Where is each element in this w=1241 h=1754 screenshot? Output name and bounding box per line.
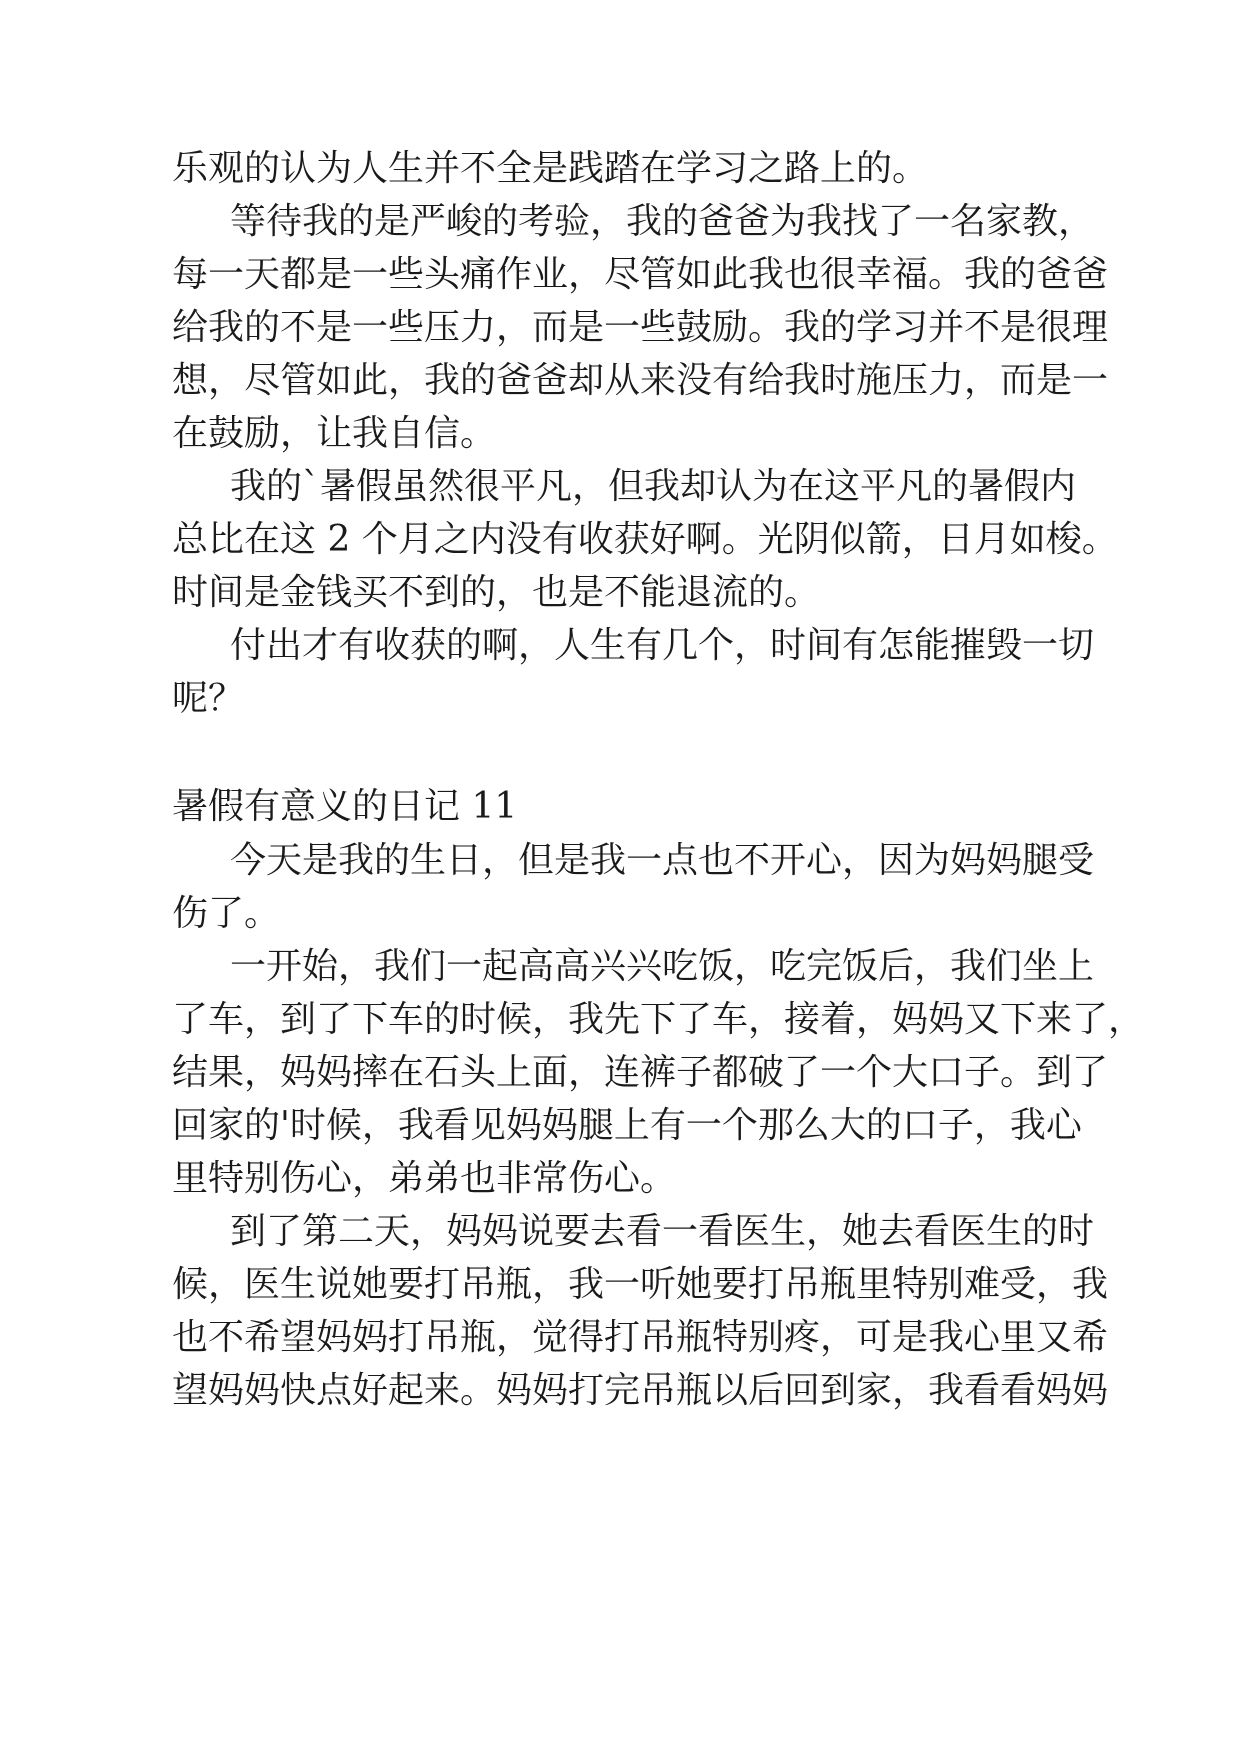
paragraph-2-line-1: 等待我的是严峻的考验，我的爸爸为我找了一名家教，: [230, 201, 1095, 242]
paragraph-7-line-1: 到了第二天，妈妈说要去看一看医生，她去看医生的时: [230, 1211, 1095, 1252]
section-title: 暑假有意义的日记 11: [172, 786, 518, 827]
paragraph-7-line-4: 望妈妈快点好起来。妈妈打完吊瓶以后回到家，我看看妈妈: [172, 1370, 1109, 1411]
paragraph-1-line-1: 乐观的认为人生并不全是践踏在学习之路上的。: [172, 148, 929, 189]
paragraph-6-line-2: 了车，到了下车的时候，我先下了车，接着，妈妈又下来了，: [172, 999, 1145, 1040]
paragraph-6-line-4: 回家的'时候，我看见妈妈腿上有一个那么大的口子，我心: [172, 1105, 1082, 1146]
paragraph-7-line-3: 也不希望妈妈打吊瓶，觉得打吊瓶特别疼，可是我心里又希: [172, 1317, 1109, 1358]
paragraph-3-line-2: 总比在这 2 个月之内没有收获好啊。光阴似箭，日月如梭。: [172, 519, 1118, 560]
paragraph-2-line-3: 给我的不是一些压力，而是一些鼓励。我的学习并不是很理: [172, 307, 1109, 348]
paragraph-5-line-2: 伤了。: [172, 893, 281, 934]
paragraph-4-line-2: 呢？: [172, 678, 245, 719]
paragraph-2-line-2: 每一天都是一些头痛作业，尽管如此我也很幸福。我的爸爸: [172, 254, 1109, 295]
paragraph-3-line-1: 我的`暑假虽然很平凡，但我却认为在这平凡的暑假内: [230, 466, 1077, 507]
paragraph-3-line-3: 时间是金钱买不到的，也是不能退流的。: [172, 572, 821, 613]
paragraph-4-line-1: 付出才有收获的啊，人生有几个，时间有怎能摧毁一切: [230, 625, 1095, 666]
paragraph-6-line-5: 里特别伤心，弟弟也非常伤心。: [172, 1158, 677, 1199]
paragraph-5-line-1: 今天是我的生日，但是我一点也不开心，因为妈妈腿受: [230, 840, 1095, 881]
paragraph-7-line-2: 候，医生说她要打吊瓶，我一听她要打吊瓶里特别难受，我: [172, 1264, 1109, 1305]
paragraph-2-line-5: 在鼓励，让我自信。: [172, 413, 497, 454]
paragraph-6-line-3: 结果，妈妈摔在石头上面，连裤子都破了一个大口子。到了: [172, 1052, 1109, 1093]
paragraph-6-line-1: 一开始，我们一起高高兴兴吃饭，吃完饭后，我们坐上: [230, 946, 1095, 987]
paragraph-2-line-4: 想，尽管如此，我的爸爸却从来没有给我时施压力，而是一: [172, 360, 1109, 401]
